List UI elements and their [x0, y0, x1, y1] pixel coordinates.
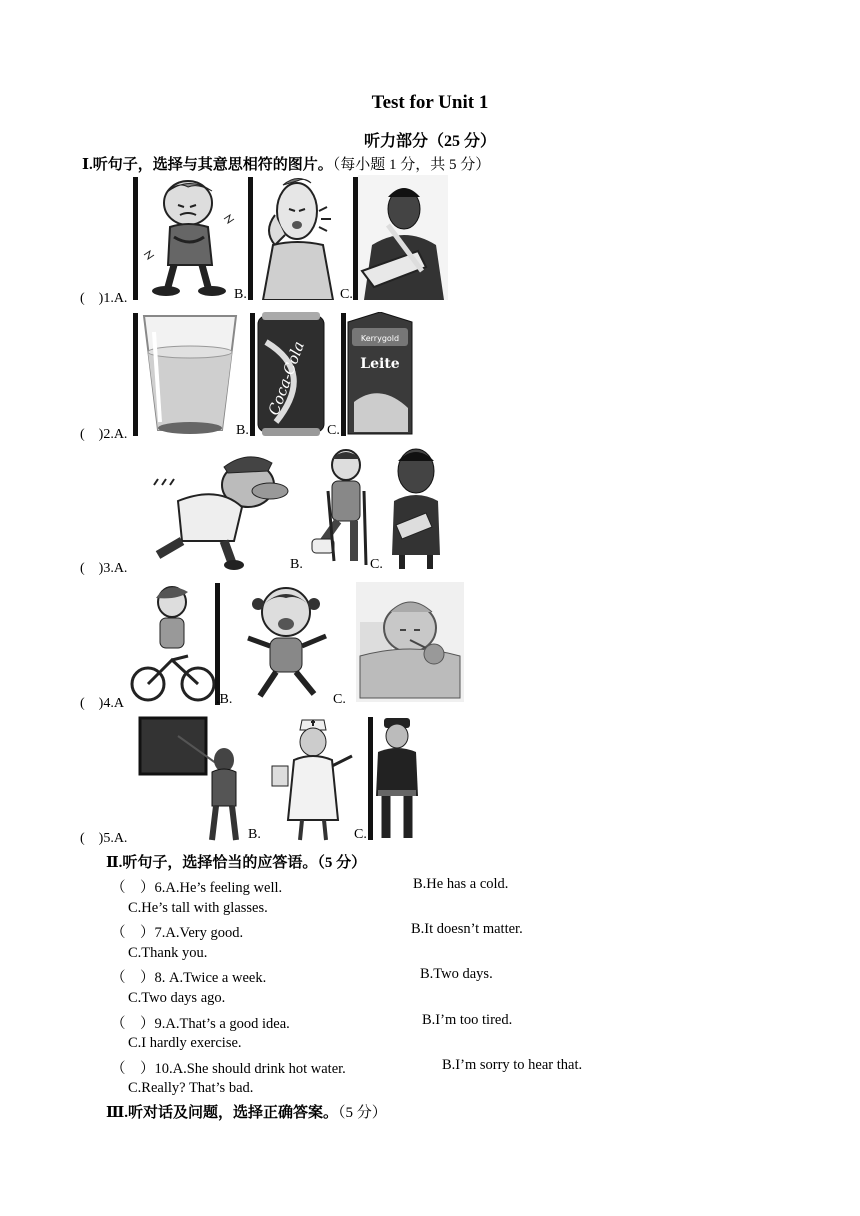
question-8-option-a: （ ）8. A.Twice a week. [111, 970, 267, 986]
tired-runner-image [138, 445, 293, 570]
question-1-label: ( )1.A. [80, 291, 128, 306]
section-3-heading [106, 1101, 387, 1122]
toothache-man-image [253, 175, 343, 300]
question-9-option-a: （ ）9.A.That’s a good idea. [111, 1016, 290, 1032]
nurse-image [268, 716, 358, 842]
question-7-option-c: C.Thank you. [128, 945, 208, 961]
question-8-option-b: B.Two days. [420, 966, 493, 982]
option-c-label: C. [370, 557, 383, 572]
option-b-label: B. [248, 827, 261, 842]
question-8-option-c: C.Two days ago. [128, 990, 226, 1006]
page-title: Test for Unit 1 [371, 92, 489, 113]
option-c-label: C. [333, 692, 346, 707]
page-subtitle: 听力部分（25 分） [363, 133, 496, 150]
question-4-label: ( )4.A [80, 696, 124, 711]
question-6-option-b: B.He has a cold. [413, 876, 509, 892]
question-9-option-c: C.I hardly exercise. [128, 1035, 242, 1051]
section-2-title: Ⅱ.听句子，选择恰当的应答语。（5 分） [106, 855, 367, 871]
broken-arm-man-image [358, 175, 448, 300]
teacher-at-blackboard-image [138, 716, 248, 842]
option-b-label: B. [290, 557, 303, 572]
option-c-label: C. [340, 287, 353, 302]
section-1-note: （每小题 1 分，共 5 分） [332, 157, 491, 173]
question-10-option-c: C.Really? That’s bad. [128, 1080, 254, 1096]
milk-brand-text: Kerrygold [360, 334, 400, 343]
boy-with-sling-image [386, 445, 446, 570]
question-6-option-c: C.He’s tall with glasses. [128, 900, 268, 916]
section-3-note: （5 分） [338, 1105, 387, 1121]
question-10-option-b: B.I’m sorry to hear that. [442, 1057, 583, 1073]
glass-of-water-image [140, 312, 240, 436]
image-border [215, 583, 220, 705]
milk-label-text: Leite [360, 356, 400, 372]
section-1-title: Ⅰ.听句子，选择与其意思相符的图片。 [82, 157, 333, 173]
question-6-option-a: （ ）6.A.He’s feeling well. [111, 880, 283, 896]
cola-brand-text: Coca-Cola [264, 338, 308, 418]
cola-can-image [256, 312, 326, 436]
image-border [250, 313, 255, 436]
milk-carton-image [346, 312, 414, 436]
girl-riding-bike-image [128, 580, 216, 705]
girl-running-image [238, 580, 334, 705]
option-b-label: .B. [216, 692, 233, 707]
question-7-option-a: （ ）7.A.Very good. [111, 925, 244, 941]
boy-on-crutches-image [310, 445, 370, 570]
question-2-label: ( )2.A. [80, 427, 128, 442]
question-7-option-b: B.It doesn’t matter. [411, 921, 523, 937]
option-b-label: B. [236, 423, 249, 438]
sick-man-in-bed-image [356, 582, 464, 702]
option-c-label: C. [354, 827, 367, 842]
section-2-heading [106, 851, 366, 872]
option-c-label: C. [327, 423, 340, 438]
option-b-label: B. [234, 287, 247, 302]
question-9-option-b: B.I’m too tired. [422, 1012, 513, 1028]
question-3-label: ( )3.A. [80, 561, 128, 576]
question-10-option-a: （ ）10.A.She should drink hot water. [111, 1061, 346, 1077]
section-3-title: Ⅲ.听对话及问题，选择正确答案。 [106, 1105, 339, 1121]
stomachache-boy-image [138, 175, 238, 300]
image-border [133, 313, 138, 436]
section-1-heading [82, 153, 490, 174]
police-officer-image [372, 716, 422, 842]
question-5-label: ( )5.A. [80, 831, 128, 846]
